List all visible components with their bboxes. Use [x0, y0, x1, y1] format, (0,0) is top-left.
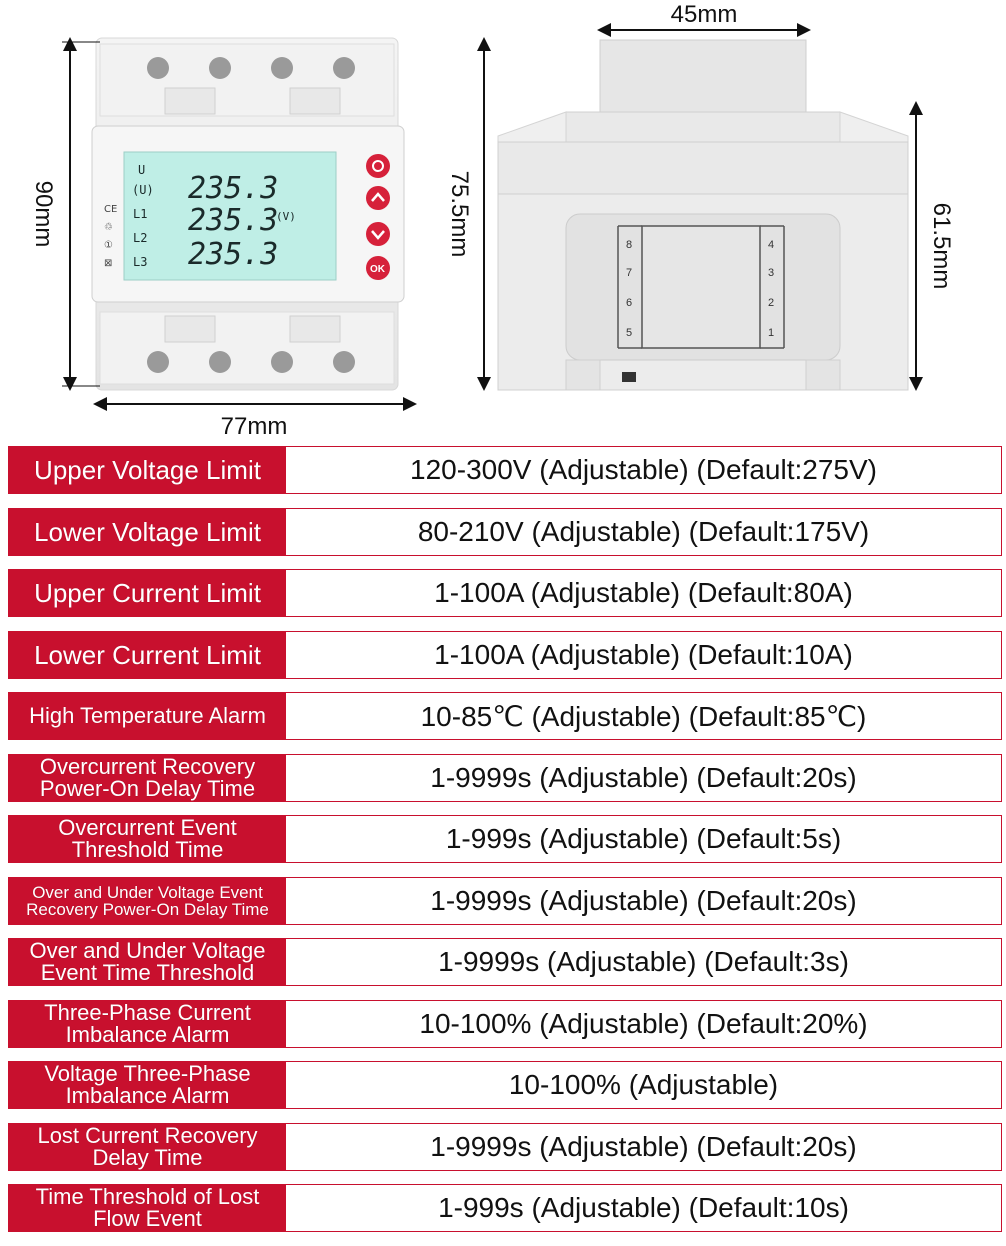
spec-row-voltage-event-recovery-delay — [8, 877, 1002, 925]
front-height-label: 90mm — [30, 180, 57, 248]
svg-text:4: 4 — [768, 239, 775, 251]
settings-button[interactable] — [366, 154, 390, 178]
spec-label: Lower Voltage Limit — [9, 509, 286, 555]
spec-value: 1-100A (Adjustable) (Default:80A) — [286, 570, 1001, 616]
front-view-device — [92, 38, 404, 390]
spec-label: Over and Under Voltage Event Recovery Power-On Delay Time — [9, 878, 286, 924]
front-width-dimension — [100, 404, 410, 440]
spec-value: 1-9999s (Adjustable) (Default:3s) — [286, 939, 1001, 985]
svg-text:7: 7 — [626, 267, 633, 279]
side-view-device — [498, 40, 908, 390]
svg-text:6: 6 — [626, 297, 633, 309]
spec-value: 1-999s (Adjustable) (Default:10s) — [286, 1185, 1001, 1231]
down-button[interactable] — [366, 222, 390, 246]
spec-label: Upper Voltage Limit — [9, 447, 286, 493]
spec-row-upper-voltage-limit — [8, 446, 1002, 494]
spec-label: Lower Current Limit — [9, 632, 286, 678]
spec-label: Over and Under Voltage Event Time Threshold — [9, 939, 286, 985]
svg-text:⊠: ⊠ — [104, 258, 113, 269]
front-height-dimension — [30, 42, 100, 386]
svg-text:L1: L1 — [133, 207, 148, 221]
svg-text:L3: L3 — [133, 255, 148, 269]
side-top-width-label: 45mm — [670, 1, 738, 28]
spec-label: Overcurrent Recovery Power-On Delay Time — [9, 755, 286, 801]
spec-row-voltage-imbalance-alarm — [8, 1061, 1002, 1109]
spec-row-upper-current-limit — [8, 569, 1002, 617]
spec-row-lower-current-limit — [8, 631, 1002, 679]
svg-text:235.3: 235.3 — [188, 203, 279, 238]
lcd-readings — [188, 171, 278, 272]
spec-value: 10-100% (Adjustable) (Default:20%) — [286, 1001, 1001, 1047]
spec-label: Voltage Three-Phase Imbalance Alarm — [9, 1062, 286, 1108]
svg-text:2: 2 — [768, 297, 775, 309]
spec-value: 1-999s (Adjustable) (Default:5s) — [286, 816, 1001, 862]
spec-label: Three-Phase Current Imbalance Alarm — [9, 1001, 286, 1047]
spec-value: 1-9999s (Adjustable) (Default:20s) — [286, 1124, 1001, 1170]
lcd-unit: (V) — [276, 210, 296, 223]
ok-button-label: OK — [370, 264, 385, 275]
spec-label: Time Threshold of Lost Flow Event — [9, 1185, 286, 1231]
spec-row-high-temperature-alarm — [8, 692, 1002, 740]
spec-value: 120-300V (Adjustable) (Default:275V) — [286, 447, 1001, 493]
spec-value: 10-100% (Adjustable) — [286, 1062, 1001, 1108]
spec-row-overcurrent-recovery-delay — [8, 754, 1002, 802]
svg-text:235.3: 235.3 — [188, 171, 279, 206]
spec-row-lost-flow-event-threshold — [8, 1184, 1002, 1232]
svg-text:5: 5 — [626, 327, 633, 339]
spec-row-lower-voltage-limit — [8, 508, 1002, 556]
spec-value: 1-9999s (Adjustable) (Default:20s) — [286, 878, 1001, 924]
spec-label: Overcurrent Event Threshold Time — [9, 816, 286, 862]
side-body-height-dimension — [916, 108, 955, 384]
side-height-label: 75.5mm — [446, 170, 473, 258]
spec-row-voltage-event-time-threshold — [8, 938, 1002, 986]
svg-text:①: ① — [104, 240, 113, 251]
spec-label: Lost Current Recovery Delay Time — [9, 1124, 286, 1170]
product-dimension-figure — [0, 0, 1006, 440]
svg-text:1: 1 — [768, 327, 775, 339]
spec-row-overcurrent-event-threshold — [8, 815, 1002, 863]
spec-table — [8, 446, 1002, 1246]
svg-text:L2: L2 — [133, 231, 148, 245]
front-width-label: 77mm — [220, 413, 288, 440]
svg-text:235.3: 235.3 — [188, 237, 279, 272]
spec-value: 80-210V (Adjustable) (Default:175V) — [286, 509, 1001, 555]
svg-text:U: U — [138, 163, 146, 177]
svg-text:3: 3 — [768, 267, 775, 279]
up-button[interactable] — [366, 186, 390, 210]
side-height-dimension — [446, 44, 484, 384]
svg-text:8: 8 — [626, 239, 633, 251]
svg-text:CE: CE — [104, 204, 118, 215]
spec-label: High Temperature Alarm — [9, 693, 286, 739]
svg-text:(U): (U) — [132, 183, 154, 197]
spec-row-lost-current-recovery-delay — [8, 1123, 1002, 1171]
spec-row-current-imbalance-alarm — [8, 1000, 1002, 1048]
spec-value: 1-9999s (Adjustable) (Default:20s) — [286, 755, 1001, 801]
side-top-width-dimension — [604, 1, 804, 30]
spec-value: 1-100A (Adjustable) (Default:10A) — [286, 632, 1001, 678]
side-body-height-label: 61.5mm — [928, 202, 955, 290]
spec-label: Upper Current Limit — [9, 570, 286, 616]
svg-text:♲: ♲ — [104, 222, 113, 233]
spec-value: 10-85℃ (Adjustable) (Default:85℃) — [286, 693, 1001, 739]
